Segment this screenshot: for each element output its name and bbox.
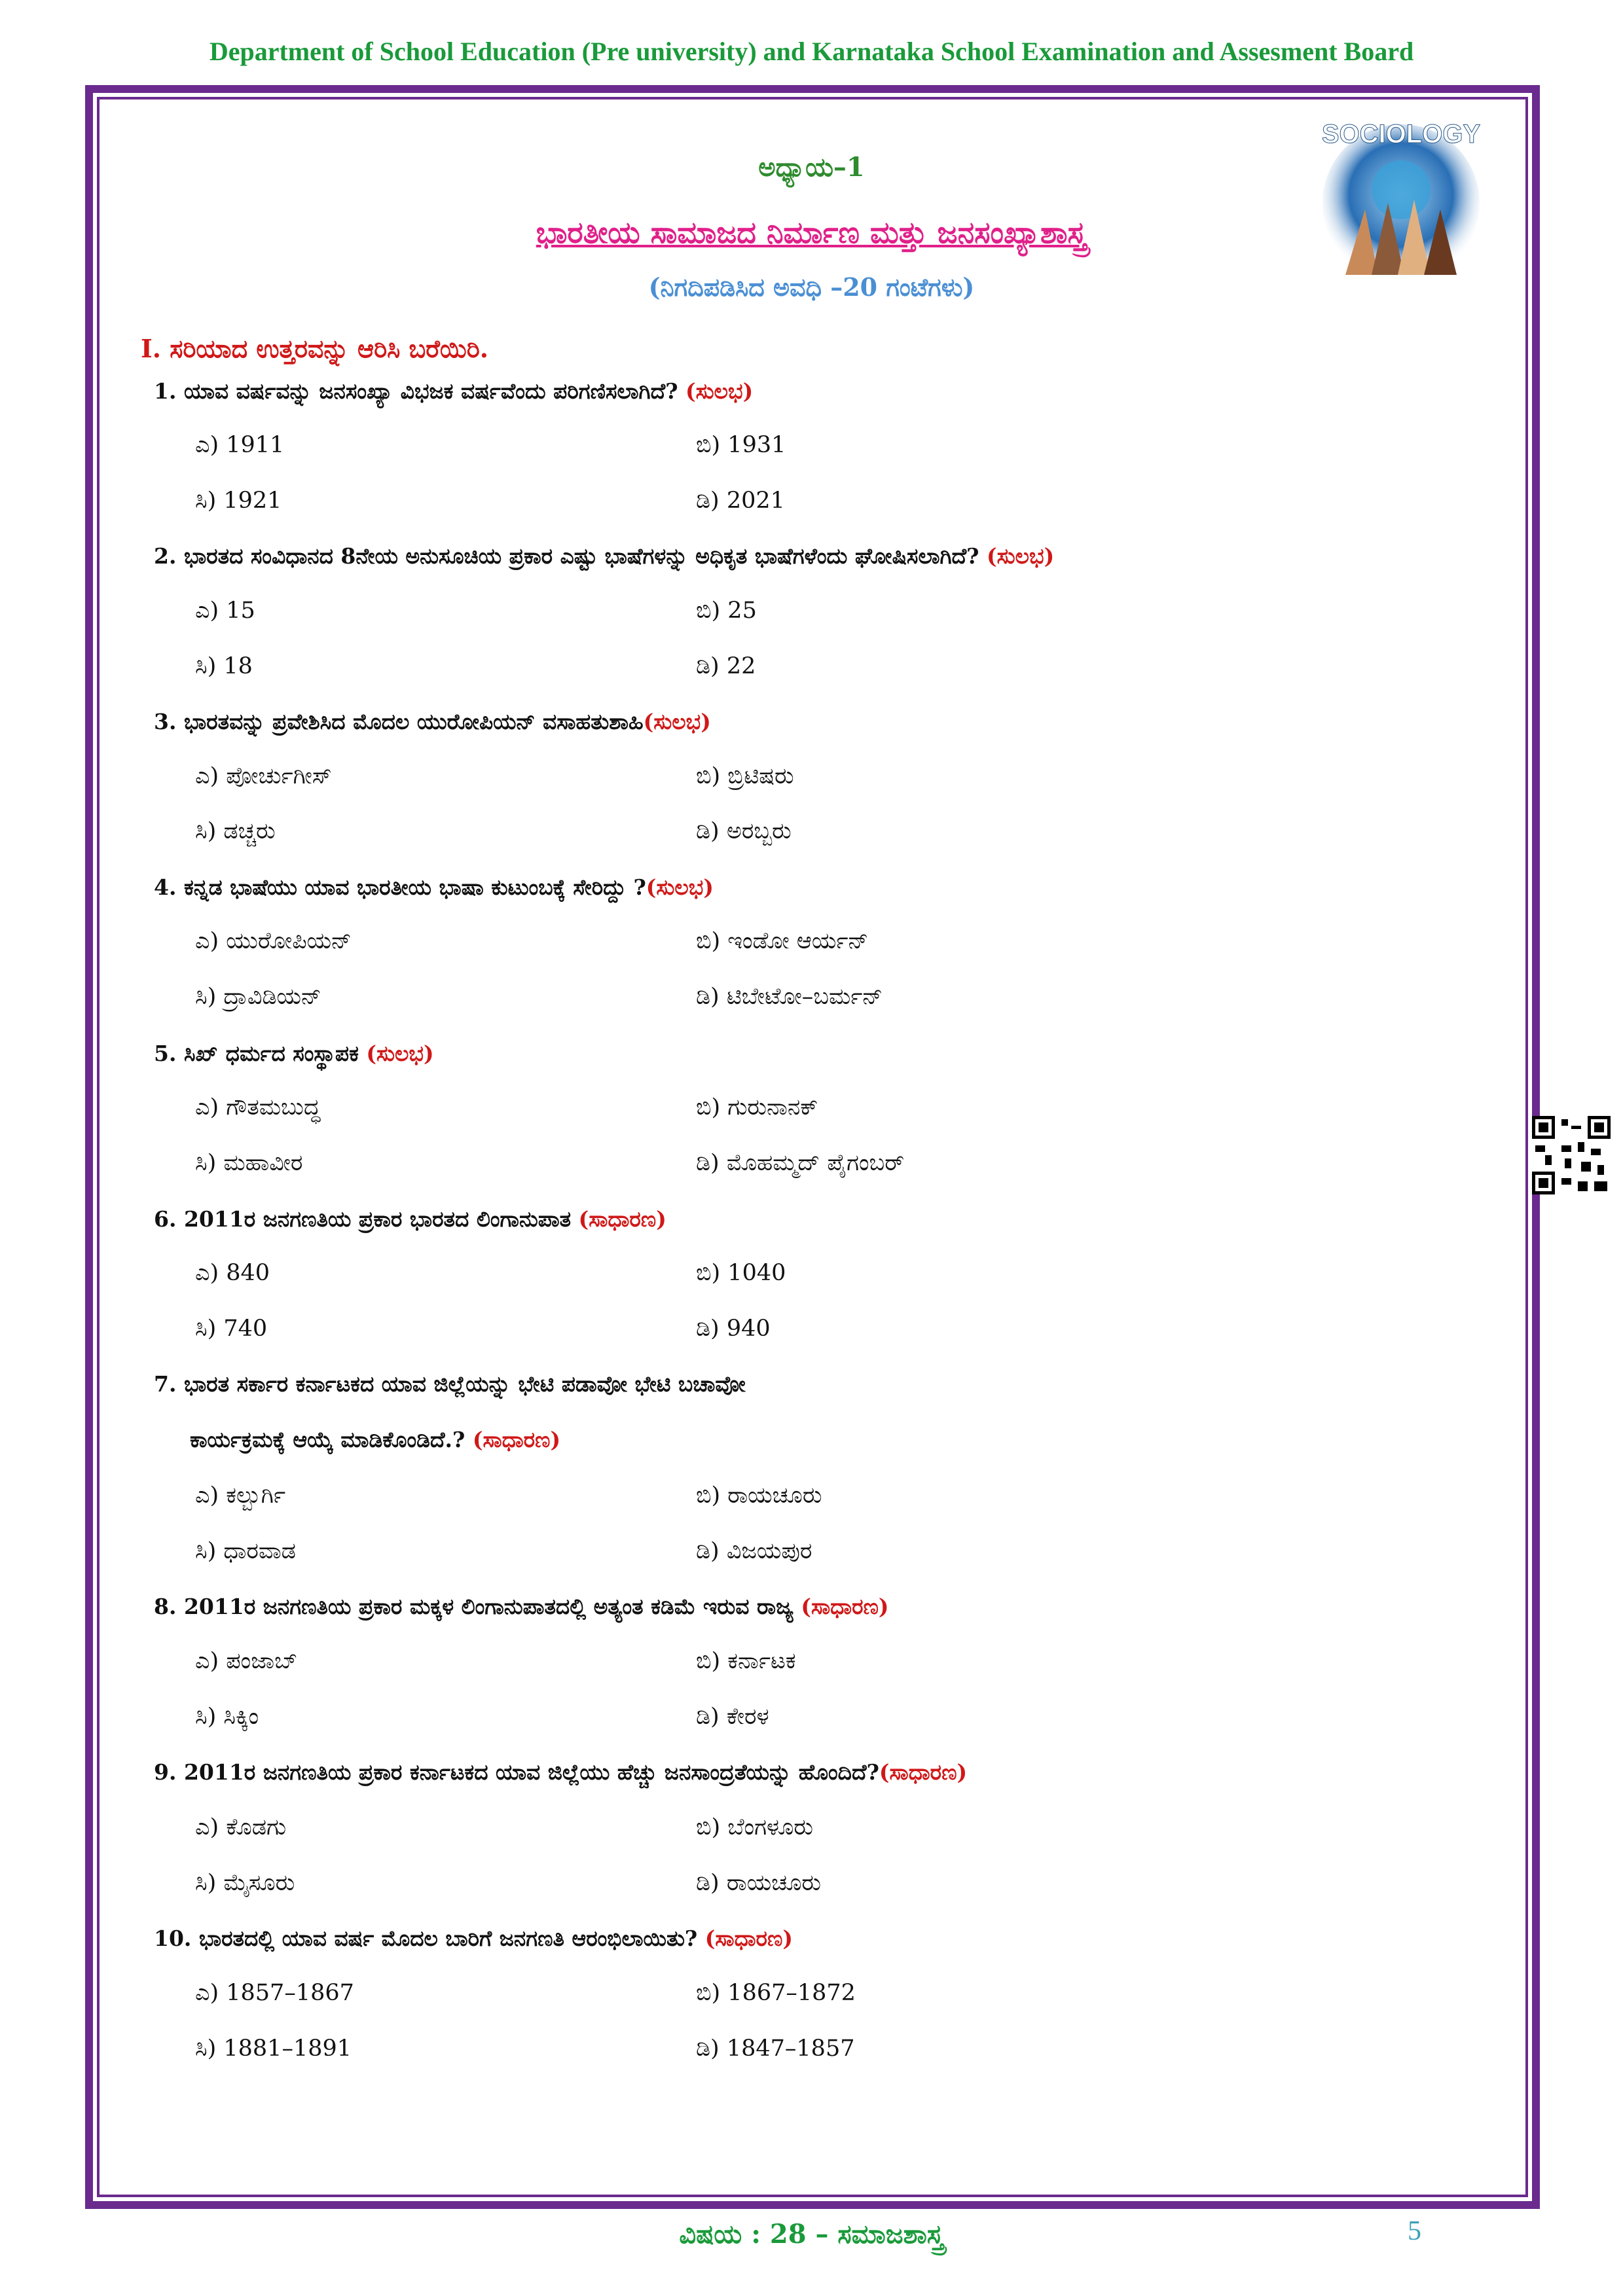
question-text: 3. ಭಾರತವನ್ನು ಪ್ರವೇಶಿಸಿದ ಮೊದಲ ಯುರೋಪಿಯನ್ ವಸಾಹತುಶಾಹಿ [154, 709, 644, 734]
question-7-continued [190, 1427, 560, 1453]
option-d: ಡಿ) 2021 [696, 488, 785, 514]
question-text: 4. ಕನ್ನಡ ಭಾಷೆಯು ಯಾವ ಭಾರತೀಯ ಭಾಷಾ ಕುಟುಂಬಕ್ಕೆ ಸೇರಿದ್ದು ? [154, 874, 646, 900]
question-9 [154, 1759, 967, 1785]
question-2 [154, 543, 1054, 569]
option-a: ಎ) ಪಂಜಾಬ್ [195, 1648, 298, 1674]
option-b: ಬಿ) 1040 [696, 1260, 786, 1286]
option-c: ಸಿ) ದ್ರಾವಿಡಿಯನ್ [195, 984, 321, 1010]
question-text: ಕಾರ್ಯಕ್ರಮಕ್ಕೆ ಆಯ್ಕೆ ಮಾಡಿಕೊಂಡಿದೆ.? [190, 1427, 465, 1452]
option-a: ಎ) 1857–1867 [195, 1980, 354, 2006]
question-text: 2. ಭಾರತದ ಸಂವಿಧಾನದ 8ನೇಯ ಅನುಸೂಚಿಯ ಪ್ರಕಾರ ಎಷ್ಟು ಭಾಷೆಗಳನ್ನು ಅಧಿಕೃತ ಭಾಷೆಗಳೆಂದು ಘೋಷಿಸಲಾಗಿದೆ? [154, 543, 979, 569]
option-c: ಸಿ) ಮಹಾವೀರ [195, 1150, 303, 1176]
option-c: ಸಿ) 1881–1891 [195, 2036, 352, 2062]
question-text: 7. ಭಾರತ ಸರ್ಕಾರ ಕರ್ನಾಟಕದ ಯಾವ ಜಿಲ್ಲೆಯನ್ನು ಭೇಟಿ ಪಡಾವೋ ಭೇಟಿ ಬಚಾವೋ [154, 1371, 746, 1397]
difficulty-label: (ಸಾಧಾರಣ) [578, 1206, 666, 1232]
option-a: ಎ) ಪೋರ್ಚುಗೀಸ್ [195, 763, 332, 789]
question-7 [154, 1371, 746, 1397]
chapter-duration: (ನಿಗದಿಪಡಿಸಿದ ಅವಧಿ –20 ಗಂಟೆಗಳು) [648, 272, 975, 302]
difficulty-label: (ಸಾಧಾರಣ) [704, 1926, 793, 1951]
difficulty-label: (ಸುಲಭ) [685, 378, 754, 404]
question-text: 10. ಭಾರತದಲ್ಲಿ ಯಾವ ವರ್ಷ ಮೊದಲ ಬಾರಿಗೆ ಜನಗಣತಿ ಆರಂಭಿಲಾಯಿತು? [154, 1926, 698, 1951]
option-c: ಸಿ) 1921 [195, 488, 282, 514]
difficulty-label: (ಸುಲಭ) [646, 874, 714, 900]
question-6 [154, 1206, 666, 1232]
option-d: ಡಿ) ವಿಜಯಪುರ [696, 1538, 812, 1564]
option-b: ಬಿ) 25 [696, 598, 757, 624]
question-1 [154, 378, 753, 404]
difficulty-label: (ಸುಲಭ) [987, 543, 1055, 569]
question-text: 5. ಸಿಖ್ ಧರ್ಮದ ಸಂಸ್ಥಾಪಕ [154, 1041, 359, 1066]
option-d: ಡಿ) ಅರಬ್ಬರು [696, 818, 792, 844]
question-10 [154, 1926, 793, 1952]
qr-code[interactable] [1532, 1116, 1611, 1194]
question-text: 8. 2011ರ ಜನಗಣತಿಯ ಪ್ರಕಾರ ಮಕ್ಕಳ ಲಿಂಗಾನುಪಾತದಲ್ಲಿ ಅತ್ಯಂತ ಕಡಿಮೆ ಇರುವ ರಾಜ್ಯ [154, 1594, 793, 1619]
question-text: 6. 2011ರ ಜನಗಣತಿಯ ಪ್ರಕಾರ ಭಾರತದ ಲಿಂಗಾನುಪಾತ [154, 1206, 572, 1232]
logo-text: SOCIOLOGY [1321, 120, 1481, 149]
option-c: ಸಿ) ಸಿಕ್ಕಿಂ [195, 1704, 259, 1730]
difficulty-label: (ಸಾಧಾರಣ) [879, 1759, 968, 1785]
subject-footer: ವಿಷಯ : 28 – ಸಮಾಜಶಾಸ್ತ್ರ [679, 2219, 944, 2250]
chapter-heading: ಅಧ್ಯಾಯ–1 [758, 152, 865, 183]
option-b: ಬಿ) ಇಂಡೋ ಆರ್ಯನ್ [696, 928, 869, 954]
option-d: ಡಿ) 1847–1857 [696, 2036, 855, 2062]
option-d: ಡಿ) ಕೇರಳ [696, 1704, 769, 1730]
option-c: ಸಿ) ಧಾರವಾಡ [195, 1538, 296, 1564]
section-heading: I. ಸರಿಯಾದ ಉತ್ತರವನ್ನು ಆರಿಸಿ ಬರೆಯಿರಿ. [141, 334, 488, 363]
option-b: ಬಿ) ಕರ್ನಾಟಕ [696, 1648, 796, 1674]
difficulty-label: (ಸುಲಭ) [643, 709, 711, 734]
option-b: ಬಿ) ಬೆಂಗಳೂರು [696, 1814, 814, 1840]
option-b: ಬಿ) ಗುರುನಾನಕ್ [696, 1094, 818, 1121]
option-a: ಎ) ಕಲ್ಬುರ್ಗಿ [195, 1482, 286, 1509]
question-4 [154, 874, 714, 901]
option-a: ಎ) ಯುರೋಪಿಯನ್ [195, 928, 352, 954]
option-d: ಡಿ) ಮೊಹಮ್ಮದ್ ಪೈಗಂಬರ್ [696, 1150, 905, 1176]
option-c: ಸಿ) 18 [195, 653, 253, 679]
difficulty-label: (ಸಾಧಾರಣ) [801, 1594, 889, 1619]
question-5 [154, 1041, 434, 1067]
option-d: ಡಿ) 940 [696, 1316, 771, 1342]
option-d: ಡಿ) ರಾಯಚೂರು [696, 1870, 822, 1896]
option-a: ಎ) 15 [195, 598, 255, 624]
option-b: ಬಿ) 1931 [696, 432, 786, 458]
question-text: 1. ಯಾವ ವರ್ಷವನ್ನು ಜನಸಂಖ್ಯಾ ವಿಭಜಕ ವರ್ಷವೆಂದು ಪರಿಗಣಿಸಲಾಗಿದೆ? [154, 378, 678, 404]
option-a: ಎ) 1911 [195, 432, 285, 458]
question-3 [154, 709, 711, 735]
option-a: ಎ) ಕೊಡಗು [195, 1814, 287, 1840]
difficulty-label: (ಸಾಧಾರಣ) [472, 1427, 561, 1452]
question-8 [154, 1594, 889, 1620]
option-a: ಎ) ಗೌತಮಬುದ್ಧ [195, 1094, 321, 1121]
board-header: Department of School Education (Pre university) and Karnataka School Examination and Assesment Board [209, 37, 1414, 66]
chapter-title: ಭಾರತೀಯ ಸಾಮಾಜದ ನಿರ್ಮಾಣ ಮತ್ತು ಜನಸಂಖ್ಯಾಶಾಸ್ತ್ರ [536, 215, 1087, 250]
option-d: ಡಿ) 22 [696, 653, 756, 679]
option-a: ಎ) 840 [195, 1260, 270, 1286]
page-number: 5 [1408, 2216, 1421, 2246]
option-b: ಬಿ) ರಾಯಚೂರು [696, 1482, 822, 1509]
option-c: ಸಿ) 740 [195, 1316, 268, 1342]
option-b: ಬಿ) ಬ್ರಿಟಿಷರು [696, 763, 794, 789]
option-c: ಸಿ) ಮೈಸೂರು [195, 1870, 295, 1896]
sociology-logo [1306, 111, 1496, 281]
option-b: ಬಿ) 1867–1872 [696, 1980, 856, 2006]
option-c: ಸಿ) ಡಚ್ಚರು [195, 818, 276, 844]
difficulty-label: (ಸುಲಭ) [366, 1041, 434, 1066]
question-text: 9. 2011ರ ಜನಗಣತಿಯ ಪ್ರಕಾರ ಕರ್ನಾಟಕದ ಯಾವ ಜಿಲ್ಲೆಯು ಹೆಚ್ಚು ಜನಸಾಂದ್ರತೆಯನ್ನು ಹೊಂದಿದೆ? [154, 1759, 879, 1785]
option-d: ಡಿ) ಟಿಬೇಟೋ–ಬರ್ಮನ್ [696, 984, 883, 1010]
